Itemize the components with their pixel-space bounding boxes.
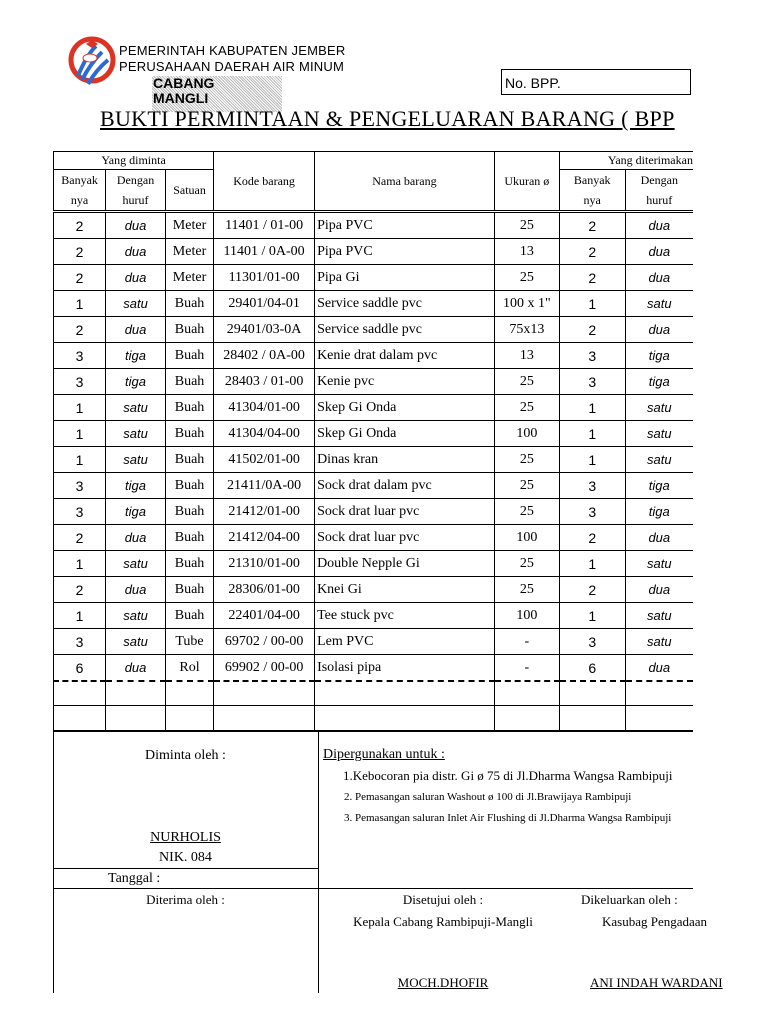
cell-unit: Meter: [165, 239, 213, 265]
document-title: BUKTI PERMINTAAN & PENGELUARAN BARANG ( BPP: [100, 106, 675, 131]
table-row: [54, 213, 694, 239]
cell-size: 25: [494, 577, 559, 603]
purpose-label: Dipergunakan untuk :: [323, 747, 445, 762]
cell-qty: 1: [54, 551, 106, 577]
table-row: [54, 447, 694, 473]
cell-unit: Buah: [165, 395, 213, 421]
cell-name: Sock drat luar pvc: [315, 499, 495, 525]
issuer-name: ANI INDAH WARDANI: [590, 975, 723, 990]
cell-rwords: tiga: [625, 369, 693, 395]
date-line-top: [53, 868, 318, 869]
group-received-header: [559, 152, 693, 170]
cell-words: dua: [106, 577, 166, 603]
cell-qty: 3: [54, 629, 106, 655]
cell-code: 28403 / 01-00: [214, 369, 315, 395]
date-label: Tanggal :: [108, 871, 161, 886]
cell-words: satu: [106, 447, 166, 473]
cell-rwords: satu: [625, 551, 693, 577]
cell-code: 21412/04-00: [214, 525, 315, 551]
cell-code: 21411/0A-00: [214, 473, 315, 499]
table-row: [54, 525, 694, 551]
cell-name: Sock drat dalam pvc: [315, 473, 495, 499]
cell-rwords: satu: [625, 421, 693, 447]
cell-rwords: dua: [625, 213, 693, 239]
cell-name: Tee stuck pvc: [315, 603, 495, 629]
cell-qty: 2: [54, 213, 106, 239]
approver-title: Kepala Cabang Rambipuji-Mangli: [353, 914, 533, 929]
words-header-l1: Dengan: [116, 173, 155, 187]
name-header: Nama barang: [315, 152, 495, 211]
cell-unit: Buah: [165, 551, 213, 577]
items-table: [53, 151, 693, 732]
cell-rqty: 1: [559, 447, 625, 473]
cell-unit: Buah: [165, 525, 213, 551]
cell-words: dua: [106, 317, 166, 343]
cell-size: 25: [494, 447, 559, 473]
received-qty-header: [559, 170, 625, 211]
words-header-l2: huruf: [122, 193, 149, 207]
cell-unit: Buah: [165, 421, 213, 447]
rwords-header-l2: huruf: [646, 193, 673, 207]
cell-code: 21412/01-00: [214, 499, 315, 525]
requester-nik: NIK. 084: [159, 850, 212, 865]
size-header: Ukuran ø: [494, 152, 559, 211]
table-row: [54, 369, 694, 395]
footer-divider: [318, 731, 319, 993]
branch-line-1: CABANG: [153, 75, 215, 91]
cell-unit: Buah: [165, 473, 213, 499]
cell-size: 25: [494, 213, 559, 239]
cell-size: 25: [494, 369, 559, 395]
purpose-3: 3. Pemasangan saluran Inlet Air Flushing di Jl.Dharma Wangsa Rambipuji: [344, 812, 672, 824]
cell-unit: Tube: [165, 629, 213, 655]
table-row: [54, 343, 694, 369]
cell-code: 29401/04-01: [214, 291, 315, 317]
table-row: [54, 395, 694, 421]
cell-name: Service saddle pvc: [315, 291, 495, 317]
cell-name: Lem PVC: [315, 629, 495, 655]
cell-code: 22401/04-00: [214, 603, 315, 629]
approver-name: MOCH.DHOFIR: [397, 975, 489, 990]
cell-rqty: 3: [559, 629, 625, 655]
cell-size: 13: [494, 239, 559, 265]
cell-qty: 1: [54, 395, 106, 421]
cell-words: dua: [106, 265, 166, 291]
purpose-1: 1.Kebocoran pia distr. Gi ø 75 di Jl.Dharma Wangsa Rambipuji: [343, 768, 673, 783]
cell-qty: 1: [54, 291, 106, 317]
issuer-title: Kasubag Pengadaan: [602, 914, 708, 929]
cell-words: tiga: [106, 369, 166, 395]
cell-size: 100: [494, 603, 559, 629]
cell-rqty: 1: [559, 291, 625, 317]
cell-words: tiga: [106, 499, 166, 525]
cell-size: 25: [494, 473, 559, 499]
cell-rwords: tiga: [625, 343, 693, 369]
cell-name: Pipa Gi: [315, 265, 495, 291]
cell-code: 41304/04-00: [214, 421, 315, 447]
cell-code: 28306/01-00: [214, 577, 315, 603]
cell-qty: 6: [54, 655, 106, 682]
cell-code: 69902 / 00-00: [214, 655, 315, 682]
rqty-header-l2: nya: [583, 193, 601, 207]
cell-words: satu: [106, 421, 166, 447]
table-row: [54, 239, 694, 265]
cell-name: Knei Gi: [315, 577, 495, 603]
cell-name: Kenie pvc: [315, 369, 495, 395]
cell-name: Isolasi pipa: [315, 655, 495, 682]
cell-qty: 2: [54, 239, 106, 265]
requester-name: NURHOLIS: [150, 830, 221, 845]
cell-rwords: satu: [625, 447, 693, 473]
cell-qty: 3: [54, 499, 106, 525]
cell-rqty: 3: [559, 369, 625, 395]
cell-qty: 2: [54, 317, 106, 343]
cell-size: 100: [494, 525, 559, 551]
unit-header: Satuan: [165, 170, 213, 211]
cell-code: 11401 / 0A-00: [214, 239, 315, 265]
table-row: [54, 577, 694, 603]
cell-size: 25: [494, 395, 559, 421]
cell-words: satu: [106, 629, 166, 655]
cell-size: 100 x 1": [494, 291, 559, 317]
cell-rwords: satu: [625, 603, 693, 629]
cell-rwords: tiga: [625, 499, 693, 525]
cell-words: satu: [106, 551, 166, 577]
cell-words: dua: [106, 239, 166, 265]
pdam-logo: [68, 36, 120, 88]
cell-name: Pipa PVC: [315, 213, 495, 239]
cell-unit: Buah: [165, 499, 213, 525]
rwords-header-l1: Dengan: [640, 173, 678, 187]
bpp-number-field[interactable]: No. BPP.: [501, 69, 691, 95]
cell-words: satu: [106, 603, 166, 629]
cell-rwords: dua: [625, 239, 693, 265]
cell-qty: 1: [54, 421, 106, 447]
cell-size: -: [494, 655, 559, 682]
cell-rqty: 6: [559, 655, 625, 682]
received-by-label: Diterima oleh :: [146, 892, 225, 907]
cell-qty: 2: [54, 525, 106, 551]
rqty-header-l1: Banyak: [573, 173, 611, 187]
cell-rqty: 3: [559, 343, 625, 369]
cell-rqty: 2: [559, 525, 625, 551]
signature-section: [53, 730, 723, 993]
table-row: [54, 499, 694, 525]
cell-code: 11401 / 01-00: [214, 213, 315, 239]
cell-qty: 2: [54, 265, 106, 291]
purpose-2: 2. Pemasangan saluran Washout ø 100 di Jl.Brawijaya Rambipuji: [344, 791, 632, 803]
cell-rqty: 3: [559, 499, 625, 525]
cell-unit: Buah: [165, 447, 213, 473]
cell-unit: Buah: [165, 343, 213, 369]
cell-rqty: 2: [559, 265, 625, 291]
cell-words: tiga: [106, 343, 166, 369]
cell-code: 21310/01-00: [214, 551, 315, 577]
org-line-1: PEMERINTAH KABUPATEN JEMBER: [119, 43, 346, 58]
cell-rqty: 1: [559, 551, 625, 577]
cell-unit: Buah: [165, 369, 213, 395]
form-frame: [53, 151, 723, 992]
cell-qty: 1: [54, 447, 106, 473]
cell-name: Pipa PVC: [315, 239, 495, 265]
cell-name: Sock drat luar pvc: [315, 525, 495, 551]
qty-header: [54, 170, 106, 211]
cell-rwords: dua: [625, 577, 693, 603]
cell-size: 25: [494, 265, 559, 291]
qty-header-l1: Banyak: [61, 173, 98, 187]
cell-size: 13: [494, 343, 559, 369]
cell-rwords: satu: [625, 629, 693, 655]
date-line-bottom: [53, 888, 693, 889]
cell-code: 28402 / 0A-00: [214, 343, 315, 369]
cell-rwords: dua: [625, 265, 693, 291]
cell-name: Kenie drat dalam pvc: [315, 343, 495, 369]
cell-qty: 2: [54, 577, 106, 603]
cell-unit: Buah: [165, 317, 213, 343]
cell-rqty: 1: [559, 421, 625, 447]
cell-unit: Buah: [165, 603, 213, 629]
table-row: [54, 551, 694, 577]
cell-rqty: 3: [559, 473, 625, 499]
cell-unit: Rol: [165, 655, 213, 682]
cell-rqty: 2: [559, 317, 625, 343]
group-received-text: Yang diterimakan: [607, 153, 693, 167]
table-row: [54, 473, 694, 499]
cell-rwords: dua: [625, 317, 693, 343]
cell-rqty: 2: [559, 239, 625, 265]
cell-qty: 3: [54, 369, 106, 395]
cell-rqty: 2: [559, 213, 625, 239]
cell-unit: Meter: [165, 265, 213, 291]
cell-rqty: 1: [559, 395, 625, 421]
table-row: [54, 421, 694, 447]
org-line-2: PERUSAHAAN DAERAH AIR MINUM: [119, 59, 344, 74]
cell-code: 11301/01-00: [214, 265, 315, 291]
cell-name: Skep Gi Onda: [315, 421, 495, 447]
cell-unit: Buah: [165, 291, 213, 317]
cell-words: dua: [106, 525, 166, 551]
cell-rqty: 2: [559, 577, 625, 603]
cell-rqty: 1: [559, 603, 625, 629]
cell-size: -: [494, 629, 559, 655]
dashed-row: [54, 681, 694, 705]
cell-rwords: satu: [625, 291, 693, 317]
cell-words: dua: [106, 213, 166, 239]
cell-code: 41502/01-00: [214, 447, 315, 473]
cell-name: Double Nepple Gi: [315, 551, 495, 577]
cell-rwords: dua: [625, 655, 693, 682]
cell-rwords: dua: [625, 525, 693, 551]
cell-name: Dinas kran: [315, 447, 495, 473]
cell-words: dua: [106, 655, 166, 682]
cell-code: 29401/03-0A: [214, 317, 315, 343]
words-header: [106, 170, 166, 211]
cell-size: 25: [494, 499, 559, 525]
cell-qty: 3: [54, 343, 106, 369]
table-row: [54, 265, 694, 291]
cell-words: tiga: [106, 473, 166, 499]
qty-header-l2: nya: [70, 193, 89, 207]
table-row: [54, 603, 694, 629]
blank-row: [54, 705, 694, 731]
cell-qty: 3: [54, 473, 106, 499]
issued-by-label: Dikeluarkan oleh :: [581, 892, 678, 907]
cell-size: 75x13: [494, 317, 559, 343]
cell-size: 100: [494, 421, 559, 447]
cell-words: satu: [106, 291, 166, 317]
table-row: [54, 317, 694, 343]
cell-code: 69702 / 00-00: [214, 629, 315, 655]
cell-name: Service saddle pvc: [315, 317, 495, 343]
branch-line-2: MANGLI: [153, 90, 209, 106]
cell-qty: 1: [54, 603, 106, 629]
cell-name: Skep Gi Onda: [315, 395, 495, 421]
cell-rwords: tiga: [625, 473, 693, 499]
cell-unit: Meter: [165, 213, 213, 239]
cell-words: satu: [106, 395, 166, 421]
cell-rwords: satu: [625, 395, 693, 421]
table-row: [54, 655, 694, 682]
group-requested-header: Yang diminta: [54, 152, 214, 170]
cell-code: 41304/01-00: [214, 395, 315, 421]
cell-size: 25: [494, 551, 559, 577]
table-row: [54, 629, 694, 655]
requested-by-label: Diminta oleh :: [145, 748, 226, 763]
cell-unit: Buah: [165, 577, 213, 603]
code-header: Kode barang: [214, 152, 315, 211]
table-row: [54, 291, 694, 317]
received-words-header: [625, 170, 693, 211]
approved-by-label: Disetujui oleh :: [402, 892, 484, 907]
